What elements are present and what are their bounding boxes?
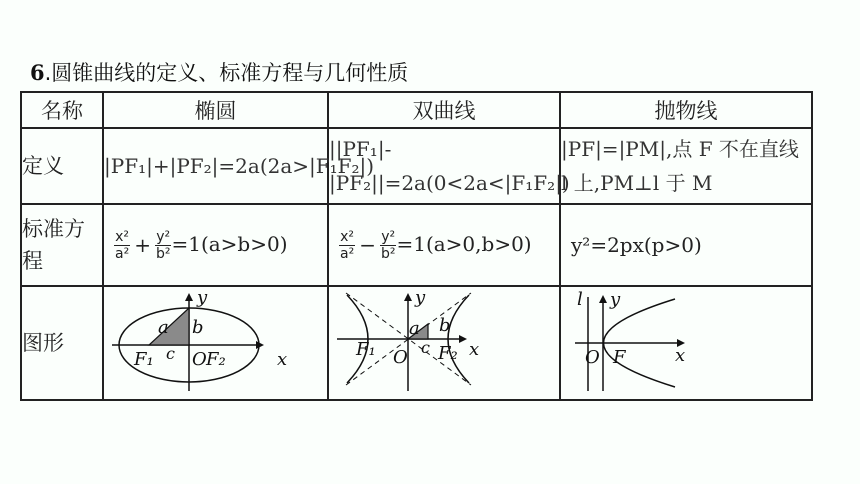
header-name: 名称 (21, 92, 103, 128)
parabola-F-label: F (613, 347, 626, 368)
section-title: 6.圆锥曲线的定义、标准方程与几何性质 (30, 60, 409, 85)
hyperbola-y-arrow (404, 293, 412, 301)
header-ellipse: 椭圆 (103, 92, 328, 128)
parabola-l-label: l (577, 289, 583, 310)
ellipse-F2-label: F₂ (206, 349, 226, 370)
ellipse-x-fraction: $\frac{\text{x²}}{\text{a²}}$ (115, 228, 130, 262)
ellipse-figure-cell (103, 286, 328, 400)
parabola-y-label: y (610, 289, 621, 310)
ellipse-graph (104, 287, 329, 399)
ellipse-y-arrow (185, 293, 193, 301)
figure-label: 图形 (21, 286, 103, 400)
ellipse-x-label: x (277, 349, 288, 370)
hyperbola-x-fraction: $\frac{\text{x²}}{\text{a²}}$ (340, 228, 355, 262)
hyperbola-O-label: O (393, 347, 408, 368)
parabola-equation: y²=2px(p>0) (560, 204, 812, 286)
ellipse-x-arrow (256, 341, 264, 349)
hyperbola-x-arrow (459, 335, 467, 343)
definition-row (21, 128, 812, 204)
ellipse-definition: |PF₁|+|PF₂|=2a(2a>|F₁F₂|) (103, 128, 328, 204)
parabola-graph (561, 287, 813, 399)
parabola-x-label: x (675, 345, 686, 366)
header-parabola: 抛物线 (560, 92, 812, 128)
ellipse-y-label: y (197, 287, 208, 308)
hyperbola-c-label: c (421, 338, 430, 357)
ellipse-F1-label: F₁ (134, 349, 154, 370)
ellipse-c-label: c (166, 344, 175, 363)
hyperbola-equation: $\frac{\text{x²}}{\text{a²}}$ − $\frac{\text{y²}}{\text{b²}}$ =1(a>0,b>0) (328, 204, 560, 286)
hyperbola-F2-label: F₂ (438, 343, 458, 364)
ellipse-a-label: a (158, 317, 169, 338)
ellipse-b-label: b (192, 317, 204, 338)
equation-row (21, 204, 812, 286)
equation-label: 标准方程 (21, 204, 103, 286)
hyperbola-x-label: x (469, 339, 480, 360)
ellipse-equation: $\frac{\text{x²}}{\text{a²}}$ + $\frac{\text{y²}}{\text{b²}}$ =1(a>b>0) (103, 204, 328, 286)
ellipse-y-fraction: $\frac{\text{y²}}{\text{b²}}$ (155, 228, 171, 262)
hyperbola-figure-cell (328, 286, 560, 400)
hyperbola-y-fraction: $\frac{\text{y²}}{\text{b²}}$ (380, 228, 396, 262)
hyperbola-b-label: b (439, 315, 451, 336)
ellipse-O-label: O (192, 349, 207, 370)
parabola-figure-cell (560, 286, 812, 400)
hyperbola-graph (329, 287, 561, 399)
conic-properties-table (20, 91, 813, 401)
definition-label: 定义 (21, 128, 103, 204)
hyperbola-y-label: y (415, 287, 426, 308)
parabola-O-label: O (585, 347, 600, 368)
hyperbola-F1-label: F₁ (356, 339, 376, 360)
header-hyperbola: 双曲线 (328, 92, 560, 128)
hyperbola-definition: ||PF₁|-|PF₂||=2a(0<2a<|F₁F₂|) (328, 128, 560, 204)
figure-row (21, 286, 812, 400)
parabola-y-arrow (599, 295, 607, 303)
ellipse-shaded-triangle (149, 308, 189, 345)
header-row (21, 92, 812, 128)
parabola-definition: |PF|=|PM|,点 F 不在直线 l 上,PM⊥l 于 M (560, 128, 812, 204)
hyperbola-a-label: a (409, 318, 420, 339)
